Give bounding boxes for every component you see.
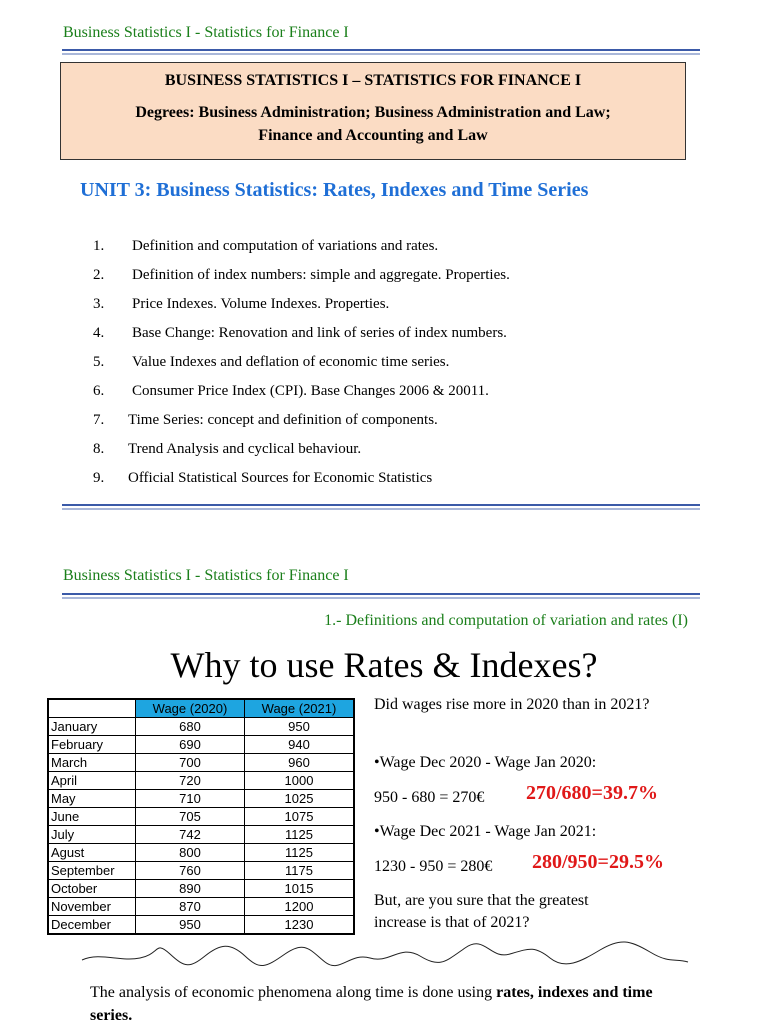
table-row xyxy=(48,754,354,772)
wage-2020-cell: 760 xyxy=(136,862,245,880)
table-row xyxy=(48,808,354,826)
toc-number: 6. xyxy=(93,383,105,399)
toc-text: Value Indexes and deflation of economic time series. xyxy=(132,354,450,370)
month-cell: June xyxy=(48,808,136,826)
wage-2020-cell: 870 xyxy=(136,898,245,916)
wage-2020-cell: 720 xyxy=(136,772,245,790)
table-header-row xyxy=(48,699,354,718)
slide1-bottom-rule xyxy=(62,504,700,506)
month-cell: March xyxy=(48,754,136,772)
header-wage-2021: Wage (2021) xyxy=(245,699,355,718)
torn-edge-line xyxy=(80,932,692,978)
toc-item xyxy=(93,412,693,434)
conclusion-plain: The analysis of economic phenomena along time is done using xyxy=(90,984,497,1001)
toc-text: Price Indexes. Volume Indexes. Properties. xyxy=(132,296,390,312)
wage-2021-cell: 940 xyxy=(245,736,355,754)
wage-2021-cell: 960 xyxy=(245,754,355,772)
table-row xyxy=(48,880,354,898)
toc-number: 1. xyxy=(93,238,105,254)
table-row xyxy=(48,718,354,736)
toc-item xyxy=(93,238,693,260)
month-cell: December xyxy=(48,916,136,935)
toc-text: Definition and computation of variations and rates. xyxy=(132,238,439,254)
wage-table xyxy=(47,698,355,935)
wage-2020-cell: 680 xyxy=(136,718,245,736)
rate-2021: 280/950=29.5% xyxy=(532,851,664,873)
wage-2020-cell: 800 xyxy=(136,844,245,862)
toc-number: 3. xyxy=(93,296,105,312)
wage-2020-cell: 705 xyxy=(136,808,245,826)
month-cell: May xyxy=(48,790,136,808)
conclusion-bold: rates, indexes and time series. xyxy=(90,984,653,1024)
month-cell: January xyxy=(48,718,136,736)
slide2-top-rule xyxy=(62,593,700,595)
toc-text: Official Statistical Sources for Economic Statistics xyxy=(128,470,433,486)
toc-number: 2. xyxy=(93,267,105,283)
wage-diff-2021-calc: 1230 - 950 = 280€ xyxy=(374,858,493,875)
wage-2021-cell: 1000 xyxy=(245,772,355,790)
wage-2021-cell: 1125 xyxy=(245,844,355,862)
section-subtitle: 1.- Definitions and computation of variation and rates (I) xyxy=(324,612,688,629)
slide2-header: Business Statistics I - Statistics for Finance I xyxy=(63,567,349,584)
toc-item xyxy=(93,470,693,492)
month-cell: April xyxy=(48,772,136,790)
wage-2020-cell: 742 xyxy=(136,826,245,844)
toc-item xyxy=(93,267,693,289)
wage-diff-2021-label: •Wage Dec 2021 - Wage Jan 2021: xyxy=(374,823,597,840)
wage-2020-cell: 890 xyxy=(136,880,245,898)
wage-2021-cell: 1175 xyxy=(245,862,355,880)
toc-number: 9. xyxy=(93,470,105,486)
toc-text: Consumer Price Index (CPI). Base Changes 2006 & 20011. xyxy=(132,383,489,399)
degrees-line: Degrees: Business Administration; Business Administration and Law; xyxy=(135,104,611,121)
wage-table-wrap xyxy=(47,698,355,935)
month-cell: October xyxy=(48,880,136,898)
table-row xyxy=(48,844,354,862)
unit-title: UNIT 3: Business Statistics: Rates, Indexes and Time Series xyxy=(80,179,589,201)
slide1-top-rule xyxy=(62,49,700,51)
toc-item xyxy=(93,325,693,347)
header-blank-cell xyxy=(48,699,136,718)
toc-item xyxy=(93,296,693,318)
toc-text: Time Series: concept and definition of components. xyxy=(128,412,438,428)
question-text: Did wages rise more in 2020 than in 2021? xyxy=(374,696,650,713)
wage-2021-cell: 1125 xyxy=(245,826,355,844)
slide-title: Why to use Rates & Indexes? xyxy=(170,645,598,685)
month-cell: September xyxy=(48,862,136,880)
table-row xyxy=(48,826,354,844)
month-cell: November xyxy=(48,898,136,916)
table-row xyxy=(48,862,354,880)
wage-2021-cell: 1075 xyxy=(245,808,355,826)
wage-2020-cell: 700 xyxy=(136,754,245,772)
toc-text: Definition of index numbers: simple and aggregate. Properties. xyxy=(132,267,510,283)
wage-2021-cell: 950 xyxy=(245,718,355,736)
course-info-box xyxy=(60,62,686,160)
course-title: BUSINESS STATISTICS I – STATISTICS FOR FINANCE I xyxy=(164,72,582,89)
toc-item xyxy=(93,383,693,405)
slide2-top-rule-light xyxy=(62,597,700,599)
toc-number: 8. xyxy=(93,441,105,457)
table-row xyxy=(48,898,354,916)
toc-item xyxy=(93,354,693,376)
degrees-line-cont: Finance and Accounting and Law xyxy=(258,127,488,144)
wage-2020-cell: 710 xyxy=(136,790,245,808)
toc-number: 4. xyxy=(93,325,105,341)
wage-2021-cell: 1015 xyxy=(245,880,355,898)
wage-diff-2020-calc: 950 - 680 = 270€ xyxy=(374,789,485,806)
wage-2020-cell: 950 xyxy=(136,916,245,935)
wage-2021-cell: 1200 xyxy=(245,898,355,916)
month-cell: July xyxy=(48,826,136,844)
table-row xyxy=(48,736,354,754)
rate-2020: 270/680=39.7% xyxy=(526,782,658,804)
toc-item xyxy=(93,441,693,463)
toc-text: Trend Analysis and cyclical behaviour. xyxy=(128,441,362,457)
month-cell: Agust xyxy=(48,844,136,862)
header-wage-2020: Wage (2020) xyxy=(136,699,245,718)
wage-diff-2020-label: •Wage Dec 2020 - Wage Jan 2020: xyxy=(374,754,597,771)
doubt-text: But, are you sure that the greatest increase is that of 2021? xyxy=(374,892,589,931)
slide1-top-rule-light xyxy=(62,53,700,55)
toc-text: Base Change: Renovation and link of series of index numbers. xyxy=(132,325,507,341)
toc-number: 7. xyxy=(93,412,105,428)
wage-2021-cell: 1025 xyxy=(245,790,355,808)
table-row xyxy=(48,772,354,790)
conclusion-text xyxy=(90,981,690,1027)
wage-2021-cell: 1230 xyxy=(245,916,355,935)
table-row xyxy=(48,790,354,808)
month-cell: February xyxy=(48,736,136,754)
toc-number: 5. xyxy=(93,354,105,370)
slide1-bottom-rule-light xyxy=(62,508,700,510)
wage-2020-cell: 690 xyxy=(136,736,245,754)
slide1-header: Business Statistics I - Statistics for Finance I xyxy=(63,24,349,41)
